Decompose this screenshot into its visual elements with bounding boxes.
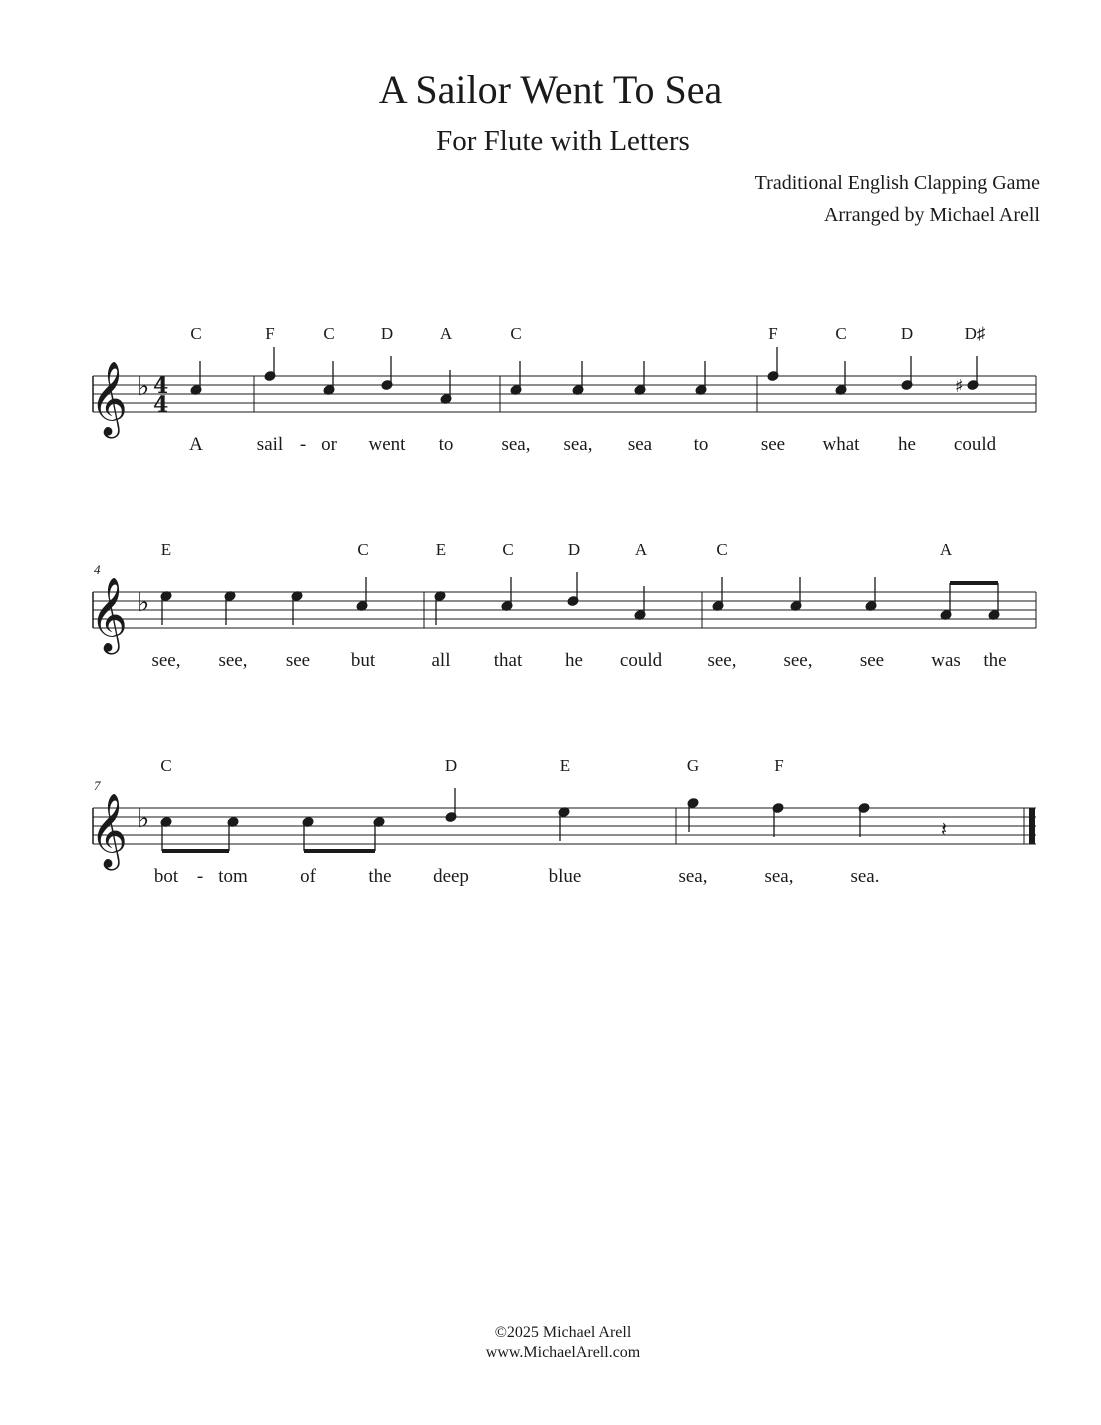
note <box>302 817 314 851</box>
staff-system-2 <box>90 572 1036 655</box>
note <box>858 803 870 837</box>
flat-sign-icon: ♭ <box>137 372 150 402</box>
note-letter: C <box>510 324 522 343</box>
lyric-syllable: sea, <box>764 866 794 887</box>
lyric-syllable: sea <box>627 434 653 455</box>
lyric-syllable: to <box>693 434 709 455</box>
lyric-syllable: the <box>983 650 1007 671</box>
note-letter: C <box>190 324 202 343</box>
lyric-syllable: went <box>368 434 406 455</box>
note-letter: F <box>265 324 275 343</box>
note <box>712 577 724 611</box>
note-letter: C <box>835 324 847 343</box>
lyric-hyphen: - <box>196 866 204 887</box>
lyric-syllable: tom <box>218 866 248 887</box>
note <box>160 591 172 625</box>
lyric-syllable: what <box>822 434 860 455</box>
note <box>510 361 522 395</box>
staff-lines <box>93 376 1036 412</box>
note-letter: A <box>634 540 648 559</box>
quarter-rest-icon: 𝄽 <box>941 817 948 841</box>
note-letter: D <box>567 540 581 559</box>
note <box>767 347 779 381</box>
lyric-syllable: see <box>285 650 311 671</box>
note <box>356 577 368 611</box>
note-letter: A <box>939 540 953 559</box>
treble-clef-icon: 𝄞 <box>90 578 128 652</box>
note <box>224 591 236 625</box>
flat-sign-icon: ♭ <box>137 588 150 618</box>
note <box>634 361 646 395</box>
lyric-syllable: blue <box>548 866 582 887</box>
note <box>434 591 446 625</box>
note <box>381 356 393 390</box>
note <box>865 577 877 611</box>
website-text: www.MichaelArell.com <box>485 1344 641 1361</box>
note-letter: C <box>323 324 335 343</box>
note-letter: F <box>768 324 778 343</box>
note-letter: C <box>357 540 369 559</box>
note-letter: F <box>774 756 784 775</box>
lyric-syllable: see, <box>151 650 181 671</box>
lyric-syllable: the <box>368 866 392 887</box>
note <box>687 798 699 832</box>
beam <box>162 849 229 853</box>
time-sig-denominator: 4 <box>153 392 169 418</box>
treble-clef-icon: 𝄞 <box>90 362 128 436</box>
lyric-syllable: he <box>565 650 583 671</box>
copyright-text: ©2025 Michael Arell <box>494 1324 632 1341</box>
sharp-sign-icon: ♯ <box>955 376 964 397</box>
note <box>940 583 952 620</box>
beam <box>304 849 375 853</box>
lyric-syllable: that <box>493 650 523 671</box>
lyric-syllable: bot <box>153 866 179 887</box>
note <box>572 361 584 395</box>
note-letter: D <box>900 324 914 343</box>
note <box>695 361 707 395</box>
arranger-credit: Arranged by Michael Arell <box>823 204 1040 226</box>
note <box>227 817 239 851</box>
note <box>901 356 913 390</box>
note-letter: E <box>435 540 447 559</box>
note-letter: D <box>380 324 394 343</box>
lyric-hyphen: - <box>299 434 307 455</box>
note <box>373 817 385 851</box>
note <box>264 347 276 381</box>
note <box>967 356 979 390</box>
lyric-syllable: sea. <box>850 866 880 887</box>
staff-system-1 <box>90 347 1036 439</box>
note-letter: G <box>686 756 700 775</box>
final-barline <box>1029 808 1035 844</box>
note <box>634 586 646 620</box>
lyric-syllable: A <box>189 434 203 455</box>
note <box>790 577 802 611</box>
note <box>567 572 579 606</box>
staff-system-3 <box>90 788 1036 871</box>
composer-credit: Traditional English Clapping Game <box>754 172 1040 194</box>
measure-number: 4 <box>94 562 101 577</box>
note <box>160 817 172 851</box>
measure-number: 7 <box>94 778 101 793</box>
note <box>558 807 570 841</box>
note-letter: D <box>444 756 458 775</box>
lyric-syllable: see <box>760 434 786 455</box>
note <box>988 583 1000 620</box>
time-sig-numerator: 4 <box>153 373 169 399</box>
note <box>440 370 452 404</box>
lyric-syllable: sea, <box>501 434 531 455</box>
note-letter: E <box>559 756 571 775</box>
note-letter: C <box>160 756 172 775</box>
note <box>445 788 457 822</box>
lyric-syllable: to <box>438 434 454 455</box>
note-letter: E <box>160 540 172 559</box>
lyric-syllable: but <box>350 650 376 671</box>
sheet-subtitle: For Flute with Letters <box>436 125 690 157</box>
lyric-syllable: see, <box>707 650 737 671</box>
note-letter: D♯ <box>964 324 986 343</box>
lyric-syllable: he <box>898 434 916 455</box>
lyric-syllable: all <box>431 650 451 671</box>
lyric-syllable: sea, <box>563 434 593 455</box>
lyric-syllable: or <box>321 434 337 455</box>
sheet-title: A Sailor Went To Sea <box>378 67 723 112</box>
note <box>190 361 202 395</box>
flat-sign-icon: ♭ <box>137 804 150 834</box>
lyric-syllable: deep <box>433 866 469 887</box>
note <box>835 361 847 395</box>
lyric-syllable: sea, <box>678 866 708 887</box>
note <box>772 803 784 837</box>
beam <box>950 581 998 585</box>
note-letter: A <box>439 324 453 343</box>
lyric-syllable: could <box>619 650 663 671</box>
treble-clef-icon: 𝄞 <box>90 794 128 868</box>
note <box>291 591 303 625</box>
lyric-syllable: of <box>300 866 316 887</box>
note-letter: C <box>716 540 728 559</box>
note <box>323 361 335 395</box>
lyric-syllable: see <box>859 650 885 671</box>
lyric-syllable: see, <box>218 650 248 671</box>
note <box>501 577 513 611</box>
lyric-syllable: was <box>931 650 961 671</box>
lyric-syllable: sail <box>256 434 284 455</box>
lyric-syllable: could <box>953 434 997 455</box>
lyric-syllable: see, <box>783 650 813 671</box>
note-letter: C <box>502 540 514 559</box>
